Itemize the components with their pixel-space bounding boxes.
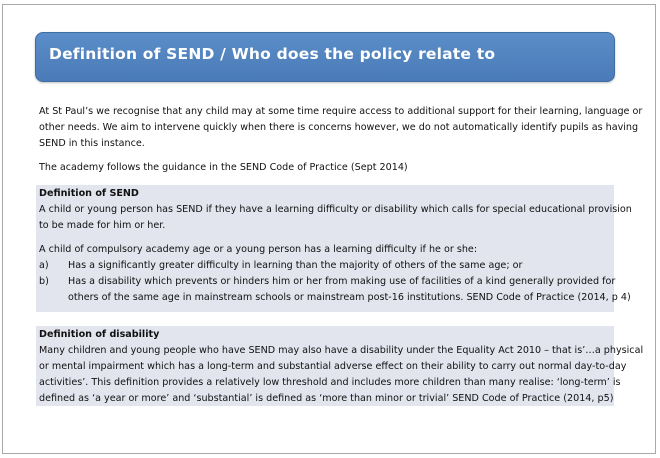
list-item-text: Has a disability which prevents or hinders him or her from making use of facilities of a kind generally provided for (68, 276, 616, 287)
intro-line: SEND in this instance. (39, 138, 145, 149)
list-item (39, 258, 611, 274)
send-definition-heading: Definition of SEND (39, 188, 139, 199)
list-marker: a) (39, 260, 49, 271)
send-definition-box (36, 185, 632, 312)
list-marker: b) (39, 276, 49, 287)
intro-paragraph (39, 104, 642, 152)
intro-line: At St Paul’s we recognise that any child may at some time require access to additional support for their learning, language or (39, 106, 643, 117)
send-definition-line: to be made for him or her. (39, 220, 166, 231)
disability-definition-heading: Definition of disability (39, 329, 160, 340)
disability-definition-line: defined as ‘a year or more’ and ‘substantial’ is defined as ‘more than minor or trivial’ SEND Code of Practice (2014, p5) (39, 393, 614, 404)
intro-line: other needs. We aim to intervene quickly when there is concerns however, we do not automatically identify pupils as having (39, 122, 639, 133)
title-banner (35, 32, 615, 82)
academy-guidance-line: The academy follows the guidance in the SEND Code of Practice (Sept 2014) (39, 162, 408, 173)
send-definition-line: A child or young person has SEND if they have a learning difficulty or disability which calls for special educational provision (39, 204, 632, 215)
list-item-text: Has a significantly greater difficulty in learning than the majority of others of the same age; or (68, 260, 523, 271)
disability-definition-box (36, 326, 644, 406)
disability-definition-line: activities’. This definition provides a relatively low threshold and includes more children than many realise: ‘long-term’ is (39, 377, 621, 388)
list-item (39, 274, 616, 290)
disability-definition-line: Many children and young people who have SEND may also have a disability under the Equality Act 2010 – that is’…a physical (39, 345, 644, 356)
page-title: Definition of SEND / Who does the policy relate to (49, 45, 496, 63)
disability-definition-line: or mental impairment which has a long-term and substantial adverse effect on their ability to carry out normal day-to-day (39, 361, 627, 372)
list-item-continuation: others of the same age in mainstream schools or mainstream post-16 institutions. SEND Code of Practice (2014, p 4) (68, 292, 631, 303)
compulsory-age-line: A child of compulsory academy age or a young person has a learning difficulty if he or she: (39, 244, 478, 255)
